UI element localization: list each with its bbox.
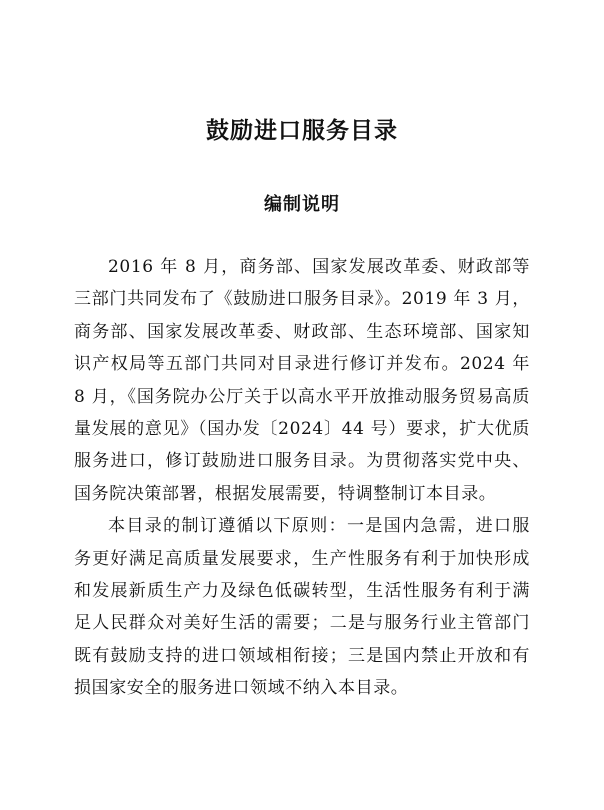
document-body — [74, 251, 530, 705]
document-subtitle: 编制说明 — [264, 194, 340, 215]
document-title: 鼓励进口服务目录 — [206, 118, 398, 144]
paragraph-2: 本目录的制订遵循以下原则：一是国内急需，进口服务更好满足高质量发展要求，生产性服务有利于加快形成和发展新质生产力及绿色低碳转型，生活性服务有利于满足人民群众对美好生活的需要；二是与服务行业主管部门既有鼓励支持的进口领域相衔接；三是国内禁止开放和有损国家安全的服务进口领域不纳入本目录。 — [74, 516, 530, 699]
paragraph-1: 2016 年 8 月，商务部、国家发展改革委、财政部等三部门共同发布了《鼓励进口服务目录》。2019 年 3 月，商务部、国家发展改革委、财政部、生态环境部、国家知识产权局等五部门共同对目录进行修订并发布。2024 年 8 月，《国务院办公厅关于以高水平开放推动服务贸易高质量发展的意见》（国办发〔2024〕44 号）要求，扩大优质服务进口，修订鼓励进口服务目录。为贯彻落实党中央、国务院决策部署，根据发展需要，特调整制订本目录。 — [74, 257, 530, 504]
